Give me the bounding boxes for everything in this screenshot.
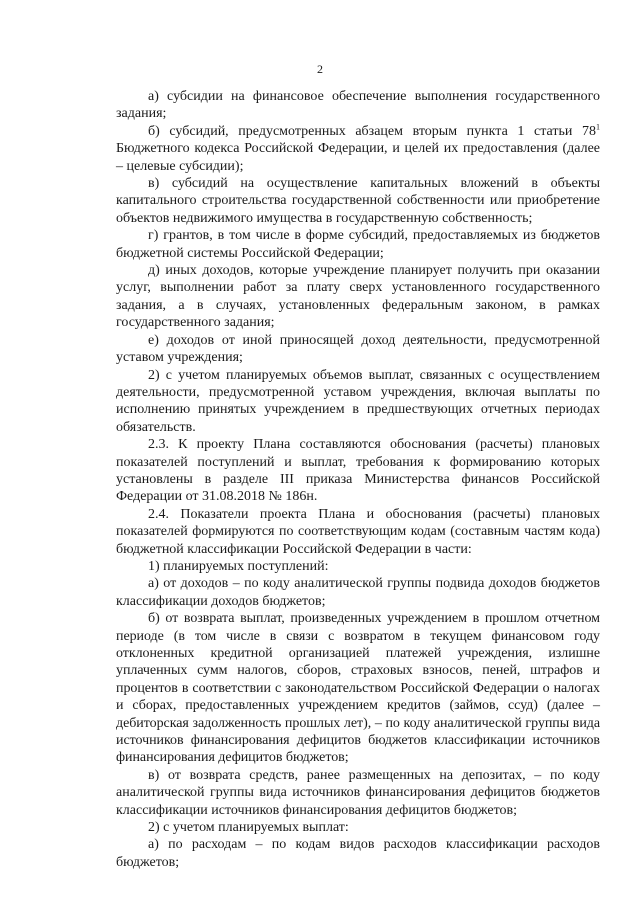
paragraph-deposit-returns: в) от возврата средств, ранее размещенных на депозитах, – по коду аналитической группы вида источников финансирования дефицитов бюджетов классификации источников финансирования дефицитов бюджетов; (116, 767, 600, 818)
paragraph-income-codes: а) от доходов – по коду аналитической группы подвида доходов бюджетов классификации доходов бюджетов; (116, 576, 600, 609)
superscript: 1 (596, 122, 600, 132)
paragraph-target-subsidies (116, 123, 600, 175)
paragraph-text: б) субсидий, предусмотренных абзацем вторым пункта 1 статьи 78 (148, 123, 596, 139)
paragraph-planned-receipts: 1) планируемых поступлений: (148, 558, 329, 574)
paragraph-planned-outlays: 2) с учетом планируемых выплат: (148, 820, 349, 836)
paragraph-section-2-4: 2.4. Показатели проекта Плана и обоснования (расчеты) плановых показателей формируются по соответствующим кодам (составным частям кода) бюджетной классификации Российской Федерации в части: (116, 506, 600, 557)
paragraph-planned-payments: 2) с учетом планируемых объемов выплат, связанных с осуществлением деятельности, предусмотренной уставом учреждения, включая выплаты по исполнению принятых учреждением в предшествующих отчетных периодах обязательств. (116, 367, 600, 435)
paragraph-section-2-3: 2.3. К проекту Плана составляются обоснования (расчеты) плановых показателей поступлений и выплат, требования к формированию которых установлены в разделе III приказа Министерства финансов Российской Федерации от 31.08.2018 № 186н. (116, 437, 600, 505)
paragraph-income-generating-activity: е) доходов от иной приносящей доход деятельности, предусмотренной уставом учреждения; (116, 332, 600, 366)
paragraph-grants: г) грантов, в том числе в форме субсидий, предоставляемых из бюджетов бюджетной системы Российской Федерации; (116, 228, 600, 261)
paragraph-capital-investments: в) субсидий на осуществление капитальных вложений в объекты капитального строительства государственной собственности или приобретение объектов недвижимого имущества в государственную собственность; (116, 176, 600, 226)
paragraph-refund-of-payments: б) от возврата выплат, произведенных учреждением в прошлом отчетном периоде (в том числе в связи с возвратом в текущем финансовом году отклоненных кредитной организацией платежей учреждения, излишне уплаченных сумм налогов, сборов, страховых взносов, пеней, штрафов и процентов в соответствии с законодательством Российской Федерации о налогах и сборах, предоставленных учреждением кредитов (займов, ссуд) (далее – дебиторская задолженность прошлых лет), – по коду аналитической группы вида источников финансирования дефицитов бюджетов классификации источников финансирования дефицитов бюджетов; (116, 611, 600, 766)
paragraph-subsidies-state-task: а) субсидии на финансовое обеспечение выполнения государственного задания; (116, 89, 600, 122)
paragraph-other-income: д) иных доходов, которые учреждение планирует получить при оказании услуг, выполнении работ за плату сверх установленного государственного задания, а в случаях, установленных федеральным законом, в рамках государственного задания; (116, 263, 600, 331)
paragraph-expense-codes: а) по расходам – по кодам видов расходов классификации расходов бюджетов; (116, 837, 600, 870)
paragraph-text: Бюджетного кодекса Российской Федерации, и целей их предоставления (далее – целевые субсидии); (116, 141, 600, 174)
page-number: 2 (317, 62, 323, 76)
document-body (116, 88, 600, 871)
